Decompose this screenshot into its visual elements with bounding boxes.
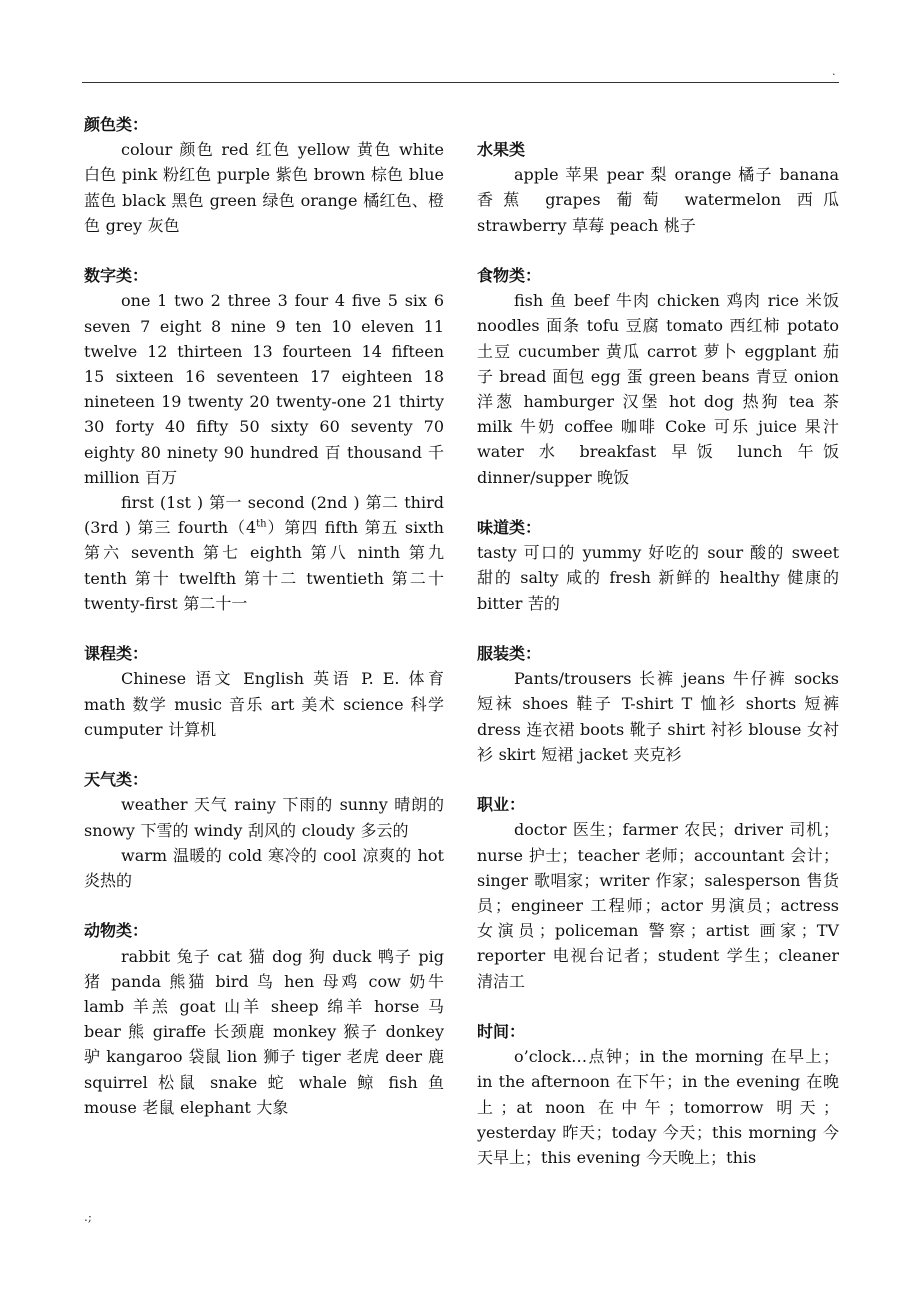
section-title: 职业： <box>477 795 526 815</box>
section-fruits <box>477 137 839 238</box>
header-mark: . <box>832 65 836 78</box>
vocab-paragraph: fish 鱼 beef 牛肉 chicken 鸡肉 rice 米饭 noodles 面条 tofu 豆腐 tomato 西红柿 potato 土豆 cucumber 黄瓜 carrot 萝卜 eggplant 茄子 bread 面包 egg 蛋 green beans 青豆 onion 洋葱 hamburger 汉堡 hot dog 热狗 tea 茶 milk 牛奶 coffee 咖啡 Coke 可乐 juice 果汁 water 水 breakfast 早饭 lunch 午饭 dinner/supper 晚饭 <box>477 291 839 487</box>
footer-mark: .; <box>84 1210 92 1224</box>
vocab-paragraph: tasty 可口的 yummy 好吃的 sour 酸的 sweet 甜的 salty 咸的 fresh 新鲜的 healthy 健康的 bitter 苦的 <box>477 543 839 613</box>
ordinals-text-after: ）第四 fifth 第五 sixth 第六 seventh 第七 eighth 第八 ninth 第九 tenth 第十 twelfth 第十二 twentieth 第二十 twenty-first 第二十一 <box>84 518 444 613</box>
section-numbers <box>84 263 444 616</box>
section-colors <box>84 112 444 238</box>
header-rule <box>82 82 839 83</box>
section-title: 时间： <box>477 1021 526 1041</box>
vocab-paragraph: doctor 医生；farmer 农民；driver 司机；nurse 护士；teacher 老师；accountant 会计；singer 歌唱家；writer 作家；salesperson 售货员；engineer 工程师；actor 男演员；actress 女演员；policeman 警察；artist 画家；TV reporter 电视台记者；student 学生；cleaner 清洁工 <box>477 820 839 991</box>
section-clothes <box>477 641 839 767</box>
vocab-paragraph: o’clock…点钟；in the morning 在早上；in the afternoon 在下午；in the evening 在晚上；at noon 在中午；tomorrow 明天；yesterday 昨天；today 今天；this morning 今天早上；this evening 今天晚上；this <box>477 1047 839 1167</box>
section-title: 数字类： <box>84 266 149 286</box>
section-title: 味道类： <box>477 517 542 537</box>
vocab-paragraph: rabbit 兔子 cat 猫 dog 狗 duck 鸭子 pig 猪 panda 熊猫 bird 鸟 hen 母鸡 cow 奶牛 lamb 羊羔 goat 山羊 sheep 绵羊 horse 马 bear 熊 giraffe 长颈鹿 monkey 猴子 donkey 驴 kangaroo 袋鼠 lion 狮子 tiger 老虎 deer 鹿 squirrel 松鼠 snake 蛇 whale 鲸 fish 鱼 mouse 老鼠 elephant 大象 <box>84 946 444 1117</box>
section-animals <box>84 918 444 1120</box>
section-title: 课程类： <box>84 644 149 664</box>
section-title: 水果类 <box>477 140 526 159</box>
section-weather <box>84 767 444 893</box>
vocab-paragraph: apple 苹果 pear 梨 orange 橘子 banana 香蕉 grapes 葡萄 watermelon 西瓜 strawberry 草莓 peach 桃子 <box>477 165 839 235</box>
section-title: 颜色类： <box>84 115 149 134</box>
vocab-paragraph: warm 温暖的 cold 寒冷的 cool 凉爽的 hot 炎热的 <box>84 845 444 890</box>
ordinal-superscript: th <box>256 518 267 530</box>
vocab-paragraph: one 1 two 2 three 3 four 4 five 5 six 6 seven 7 eight 8 nine 9 ten 10 eleven 11 twelve 12 thirteen 13 fourteen 14 fifteen 15 sixteen 16 seventeen 17 eighteen 18 nineteen 19 twenty 20 twenty-one 21 thirty 30 forty 40 fifty 50 sixty 60 seventy 70 eighty 80 ninety 90 hundred 百 thousand 千 million 百万 <box>84 291 444 487</box>
vocab-paragraph: Chinese 语文 English 英语 P. E. 体育 math 数学 music 音乐 art 美术 science 科学 cumputer 计算机 <box>84 669 444 739</box>
vocab-paragraph: weather 天气 rainy 下雨的 sunny 晴朗的 snowy 下雪的 windy 刮风的 cloudy 多云的 <box>84 795 444 840</box>
vocab-paragraph: colour 颜色 red 红色 yellow 黄色 white 白色 pink 粉红色 purple 紫色 brown 棕色 blue 蓝色 black 黑色 green 绿色 orange 橘红色、橙色 grey 灰色 <box>84 140 444 235</box>
section-title: 动物类： <box>84 921 149 941</box>
section-title: 服装类： <box>477 643 542 663</box>
left-column <box>84 112 444 1145</box>
section-subjects <box>84 641 444 742</box>
ordinals-text-before: first (1st ) 第一 second (2nd ) 第二 third (3rd ) 第三 fourth（4 <box>84 493 444 538</box>
section-time <box>477 1019 839 1170</box>
section-jobs <box>477 792 839 994</box>
vocab-paragraph: Pants/trousers 长裤 jeans 牛仔裤 socks 短袜 shoes 鞋子 T-shirt T 恤衫 shorts 短裤 dress 连衣裙 boots 靴子 shirt 衬衫 blouse 女衬衫 skirt 短裙 jacket 夹克衫 <box>477 669 839 764</box>
section-title: 食物类： <box>477 265 542 285</box>
vocab-paragraph-ordinals <box>84 490 444 616</box>
section-food <box>477 263 839 490</box>
section-tastes <box>477 515 839 616</box>
section-title: 天气类： <box>84 770 149 790</box>
right-column <box>477 137 839 1195</box>
